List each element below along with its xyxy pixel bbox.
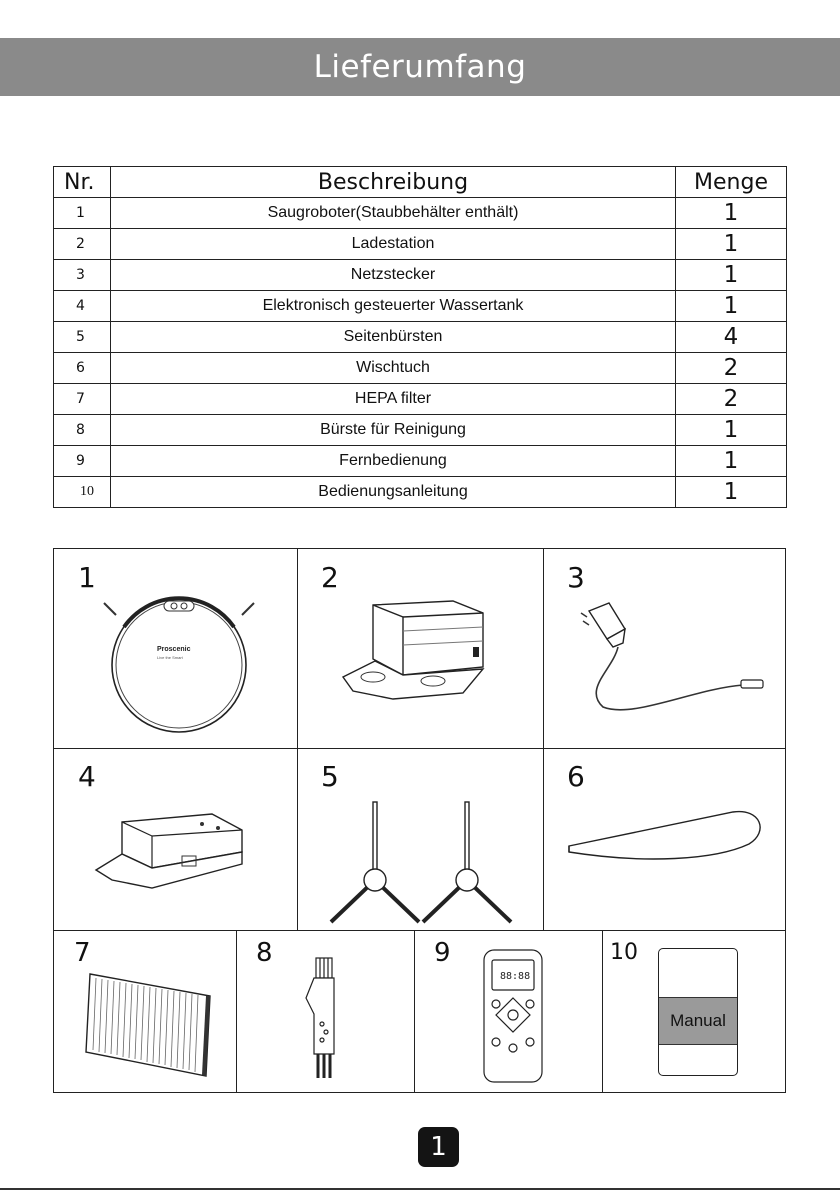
power-adapter-icon: [573, 599, 773, 719]
table-row: [54, 198, 787, 229]
table-row: [54, 384, 787, 415]
row-description: Netzstecker: [111, 260, 676, 291]
item-cell-mop-cloth: [543, 748, 785, 930]
row-description: Wischtuch: [111, 353, 676, 384]
illustration-grid: [53, 548, 786, 1093]
header-quantity: Menge: [676, 167, 787, 198]
charging-station-icon: [333, 595, 503, 705]
item-number: 3: [567, 561, 585, 594]
table-row: [54, 446, 787, 477]
item-cell-robot: [54, 549, 297, 748]
row-number: 5: [54, 322, 111, 353]
row-description: Saugroboter(Staubbehälter enthält): [111, 198, 676, 229]
contents-table: [53, 166, 787, 508]
row-number: 6: [54, 353, 111, 384]
robot-vacuum-icon: [94, 593, 264, 733]
row-description: Bürste für Reinigung: [111, 415, 676, 446]
manual-booklet-icon: [658, 948, 738, 1076]
row-description: Elektronisch gesteuerter Wassertank: [111, 291, 676, 322]
row-number: 3: [54, 260, 111, 291]
item-number: 1: [78, 561, 96, 594]
table-row: [54, 229, 787, 260]
row-quantity: 1: [676, 446, 787, 477]
item-number: 6: [567, 760, 585, 793]
table-row: [54, 322, 787, 353]
page-number: 1: [418, 1127, 459, 1167]
row-number: 10: [54, 477, 111, 508]
item-cell-manual: [602, 930, 785, 1092]
item-number: 2: [321, 561, 339, 594]
item-number: 10: [610, 940, 638, 965]
row-description: Ladestation: [111, 229, 676, 260]
table-row: [54, 260, 787, 291]
row-quantity: 2: [676, 353, 787, 384]
item-cell-water-tank: [54, 748, 297, 930]
page-title: Lieferumfang: [313, 49, 527, 85]
row-number: 7: [54, 384, 111, 415]
item-number: 7: [74, 938, 91, 968]
item-cell-cleaning-brush: [236, 930, 414, 1092]
bottom-rule: [0, 1188, 840, 1190]
row-quantity: 4: [676, 322, 787, 353]
manual-label: Manual: [670, 1011, 726, 1030]
table-row: [54, 415, 787, 446]
row-quantity: 1: [676, 477, 787, 508]
row-description: Seitenbürsten: [111, 322, 676, 353]
row-quantity: 1: [676, 198, 787, 229]
hepa-filter-icon: [80, 970, 220, 1080]
row-description: Bedienungsanleitung: [111, 477, 676, 508]
item-number: 9: [434, 938, 451, 968]
table-row: [54, 291, 787, 322]
row-quantity: 2: [676, 384, 787, 415]
row-number: 4: [54, 291, 111, 322]
row-number: 8: [54, 415, 111, 446]
row-quantity: 1: [676, 229, 787, 260]
row-description: HEPA filter: [111, 384, 676, 415]
robot-tagline-text: Live the Smart: [157, 655, 183, 660]
item-number: 4: [78, 760, 96, 793]
item-cell-side-brushes: [297, 748, 543, 930]
remote-display-text: 88:88: [500, 971, 531, 982]
header-banner: [0, 38, 840, 96]
table-header-row: [54, 167, 787, 198]
header-description: Beschreibung: [111, 167, 676, 198]
item-cell-power-adapter: [543, 549, 785, 748]
item-number: 5: [321, 760, 339, 793]
item-cell-charging-station: [297, 549, 543, 748]
item-number: 8: [256, 938, 273, 968]
remote-control-icon: [480, 946, 546, 1086]
item-cell-hepa-filter: [54, 930, 236, 1092]
item-cell-remote-control: [414, 930, 602, 1092]
robot-brand-text: Proscenic: [157, 646, 191, 653]
row-number: 9: [54, 446, 111, 477]
table-row: [54, 353, 787, 384]
header-nr: Nr.: [54, 167, 111, 198]
cleaning-brush-icon: [296, 954, 356, 1084]
mop-cloth-icon: [565, 806, 765, 866]
table-row: [54, 477, 787, 508]
row-quantity: 1: [676, 415, 787, 446]
row-number: 1: [54, 198, 111, 229]
row-number: 2: [54, 229, 111, 260]
row-quantity: 1: [676, 260, 787, 291]
row-description: Fernbedienung: [111, 446, 676, 477]
row-quantity: 1: [676, 291, 787, 322]
water-tank-icon: [92, 808, 262, 898]
side-brushes-icon: [319, 788, 529, 928]
